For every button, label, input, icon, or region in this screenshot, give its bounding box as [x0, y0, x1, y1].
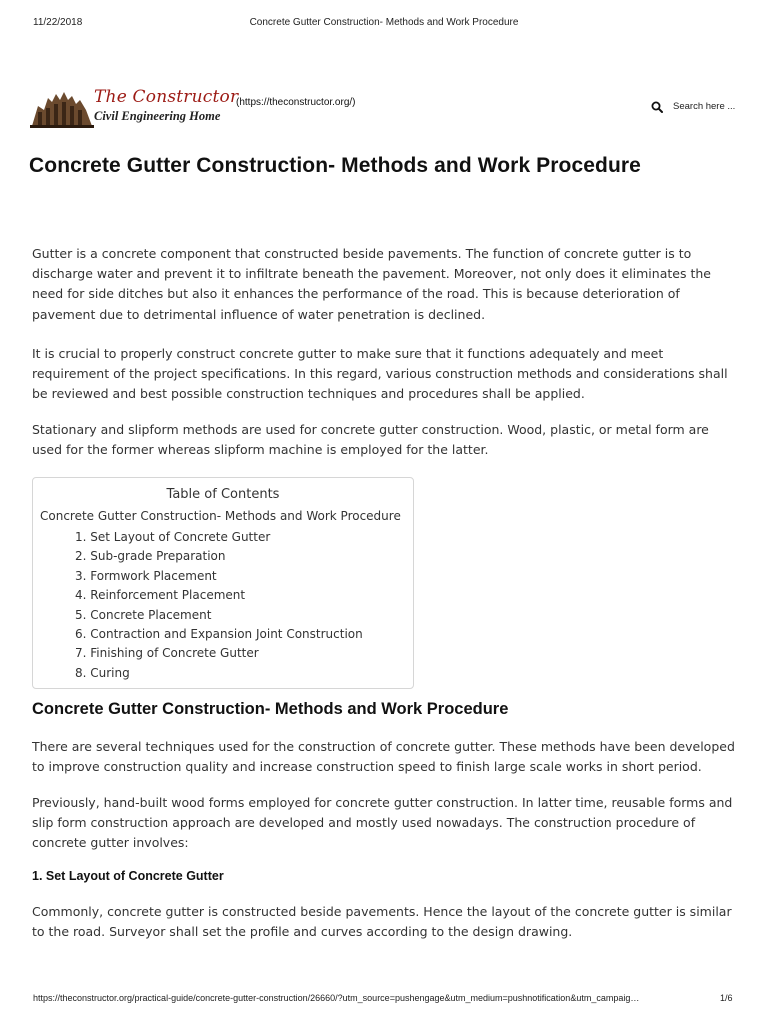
section-paragraph-block — [32, 793, 742, 854]
building-logo-icon — [30, 88, 94, 128]
toc-link[interactable]: 6. Contraction and Expansion Joint Construction — [75, 627, 363, 642]
page-number: 1/6 — [720, 993, 733, 1003]
site-url[interactable]: (https://theconstructor.org/) — [236, 97, 356, 108]
sub-heading: 1. Set Layout of Concrete Gutter — [32, 869, 224, 883]
search-placeholder[interactable]: Search here ... — [673, 101, 736, 112]
logo-tagline: Civil Engineering Home — [94, 109, 221, 123]
site-logo-link[interactable] — [30, 84, 239, 130]
toc-title: Table of Contents — [166, 487, 280, 502]
logo-name: The Constructor — [94, 87, 239, 107]
toc-link[interactable]: 8. Curing — [75, 665, 130, 680]
sub-paragraph: Commonly, concrete gutter is constructed beside pavements. Hence the layout of the concrete gutter is similar to the road. Surveyor shall set the profile and curves according to the design drawing. — [32, 904, 732, 940]
toc-link-top[interactable]: Concrete Gutter Construction- Methods and Work Procedure — [40, 509, 401, 523]
table-of-contents — [32, 477, 414, 689]
toc-link[interactable]: 1. Set Layout of Concrete Gutter — [75, 530, 271, 544]
toc-link[interactable]: 7. Finishing of Concrete Gutter — [75, 646, 259, 661]
intro-paragraph: Gutter is a concrete component that constructed beside pavements. The function of concrete gutter is to discharge water and prevent it to infiltrate beneath the pavement. Moreover, not only does it eliminates the need for side ditches but also it enhances the performance of the road. This is because deterioration of pavement due to detrimental influence of water penetration is declined. — [32, 246, 711, 322]
toc-link[interactable]: 2. Sub-grade Preparation — [75, 549, 226, 564]
section-paragraph: Previously, hand-built wood forms employed for concrete gutter construction. In latter time, reusable forms and slip form construction approach are developed and mostly used nowadays. The construction procedure of concrete gutter involves: — [32, 795, 733, 851]
print-header — [0, 17, 768, 31]
print-footer-url: https://theconstructor.org/practical-guide/concrete-gutter-construction/26660/?utm_source=pushengage&utm_medium=pushnotification&utm_campaig… — [33, 993, 640, 1003]
section-heading: Concrete Gutter Construction- Methods and Work Procedure — [32, 700, 509, 718]
sub-paragraph-block — [32, 902, 742, 942]
print-footer — [0, 993, 768, 1007]
print-title: Concrete Gutter Construction- Methods and Work Procedure — [249, 17, 519, 28]
intro-paragraph: It is crucial to properly construct concrete gutter to make sure that it functions adequately and meet requirement of the project specifications. In this regard, various construction methods and considerations shall be reviewed and best possible construction techniques and procedures shall be applied. — [32, 346, 728, 402]
section-paragraph: There are several techniques used for the construction of concrete gutter. These methods have been developed to improve construction quality and increase construction speed to finish large scale works in short period. — [32, 739, 735, 775]
article-title: Concrete Gutter Construction- Methods and Work Procedure — [29, 154, 641, 177]
toc-link[interactable]: 4. Reinforcement Placement — [75, 588, 246, 603]
search-icon[interactable] — [651, 101, 663, 113]
site-header — [30, 84, 740, 130]
intro-paragraph: Stationary and slipform methods are used for concrete gutter construction. Wood, plastic, or metal form are used for the former whereas slipform machine is employed for the latter. — [32, 422, 709, 458]
toc-link[interactable]: 5. Concrete Placement — [75, 607, 212, 622]
print-date: 11/22/2018 — [33, 17, 83, 28]
section-paragraph-block — [32, 737, 742, 777]
toc-link[interactable]: 3. Formwork Placement — [75, 568, 217, 583]
